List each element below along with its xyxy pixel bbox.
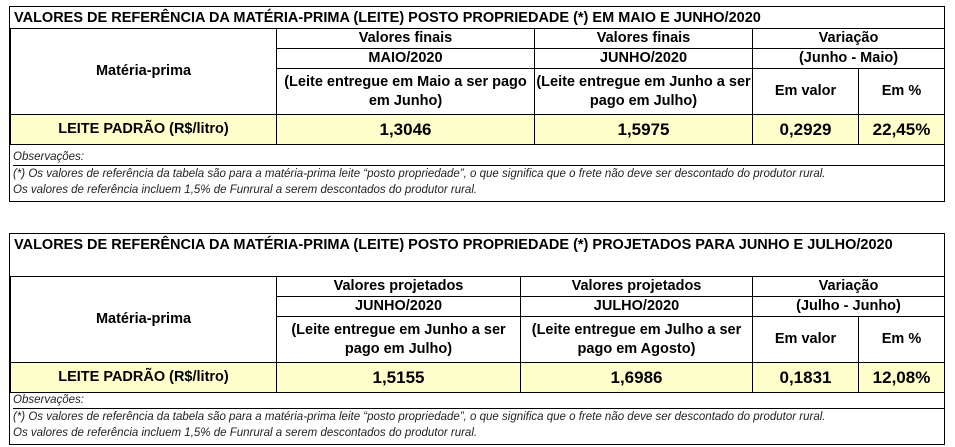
table-title: VALORES DE REFERÊNCIA DA MATÉRIA-PRIMA (LEITE) POSTO PROPRIEDADE (*) EM MAIO E JUNHO/2020 (14, 10, 761, 26)
header-col1-month: JUNHO/2020 (277, 297, 521, 317)
values-grid (10, 276, 945, 393)
header-variacao: Variação (753, 29, 945, 49)
value-variacao: 0,2929 (753, 115, 859, 145)
value-variacao-pct: 12,08% (859, 363, 945, 393)
value-maio: 1,3046 (277, 115, 535, 145)
value-julho: 1,6986 (521, 363, 753, 393)
value-variacao: 0,1831 (753, 363, 859, 393)
header-col1-note: (Leite entregue em Maio a ser pago em Junho) (277, 69, 535, 115)
observation-line-1: (*) Os valores de referência da tabela são para a matéria-prima leite “posto propriedade”, o que significa que o frete não deve ser descontado do produtor rural. (13, 411, 826, 423)
observation-line-2: Os valores de referência incluem 1,5% de Funrural a serem descontados do produtor rural. (13, 427, 478, 439)
header-materia-prima: Matéria-prima (11, 29, 277, 115)
reference-values-table-may-june (9, 6, 945, 202)
value-variacao-pct: 22,45% (859, 115, 945, 145)
value-junho: 1,5975 (535, 115, 753, 145)
header-col2: Valores projetados (521, 277, 753, 297)
header-em-valor: Em valor (753, 69, 859, 115)
observations (10, 392, 944, 441)
header-col2-month: JUNHO/2020 (535, 49, 753, 69)
header-col2-month: JULHO/2020 (521, 297, 753, 317)
header-em-pct: Em % (859, 69, 945, 115)
table-title: VALORES DE REFERÊNCIA DA MATÉRIA-PRIMA (LEITE) POSTO PROPRIEDADE (*) PROJETADOS PARA JUNHO E JULHO/2020 (14, 237, 893, 253)
observations (10, 149, 944, 198)
header-col2-note: (Leite entregue em Julho a ser pago em Agosto) (521, 317, 753, 363)
reference-values-table-june-july (9, 233, 945, 445)
observations-label: Observações: (13, 392, 944, 409)
header-col1: Valores projetados (277, 277, 521, 297)
values-grid (10, 28, 945, 145)
header-em-valor: Em valor (753, 317, 859, 363)
observations-label: Observações: (13, 149, 944, 166)
observation-line-1: (*) Os valores de referência da tabela são para a matéria-prima leite “posto propriedade”, o que significa que o frete não deve ser descontado do produtor rural. (13, 168, 826, 180)
header-variacao-period: (Junho - Maio) (753, 49, 945, 69)
row-label-leite-padrao: LEITE PADRÃO (R$/litro) (11, 363, 277, 393)
header-col1: Valores finais (277, 29, 535, 49)
header-col2-note: (Leite entregue em Junho a ser pago em Julho) (535, 69, 753, 115)
header-col1-note: (Leite entregue em Junho a ser pago em Julho) (277, 317, 521, 363)
header-variacao: Variação (753, 277, 945, 297)
header-materia-prima: Matéria-prima (11, 277, 277, 363)
header-col2: Valores finais (535, 29, 753, 49)
row-label-leite-padrao: LEITE PADRÃO (R$/litro) (11, 115, 277, 145)
value-junho: 1,5155 (277, 363, 521, 393)
observation-line-2: Os valores de referência incluem 1,5% de Funrural a serem descontados do produtor rural. (13, 184, 478, 196)
header-col1-month: MAIO/2020 (277, 49, 535, 69)
header-em-pct: Em % (859, 317, 945, 363)
header-variacao-period: (Julho - Junho) (753, 297, 945, 317)
